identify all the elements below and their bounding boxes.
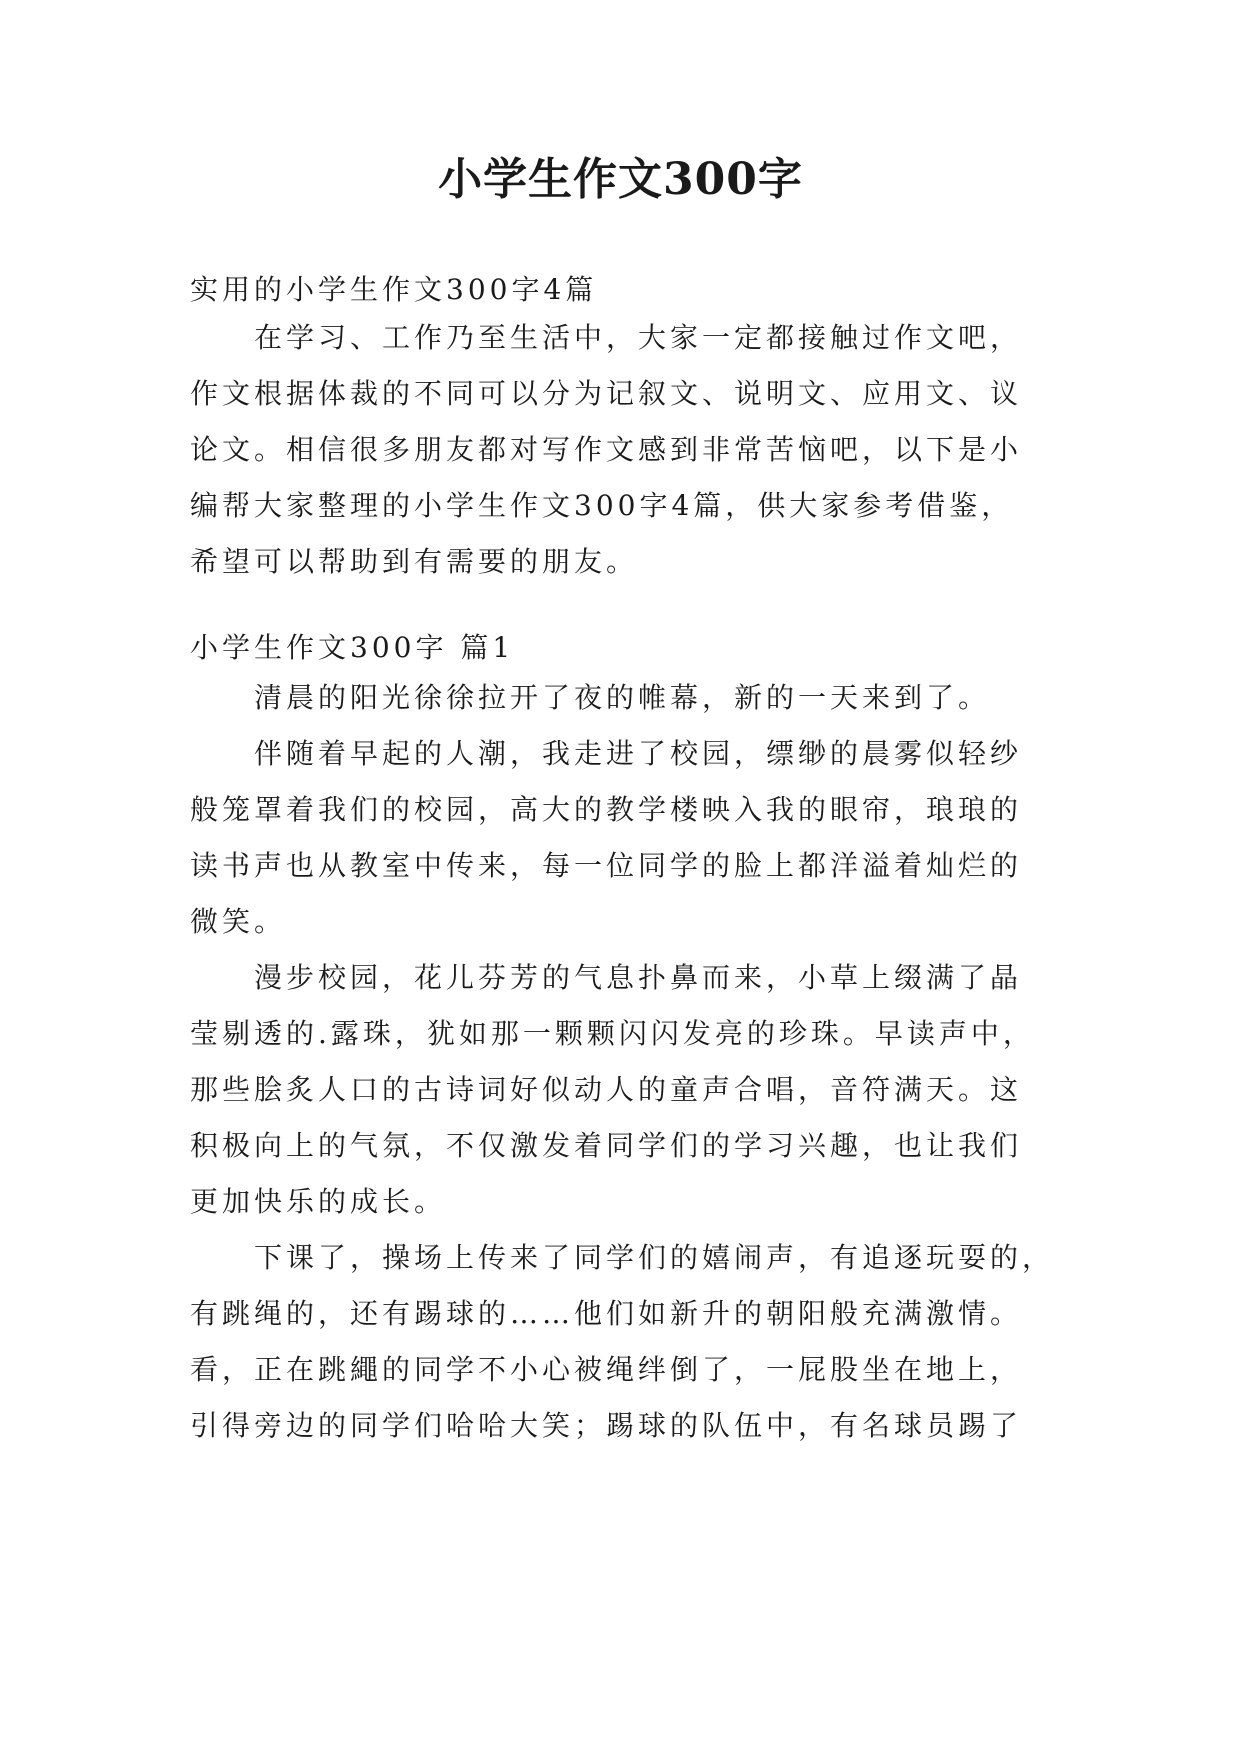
essay-line: 般笼罩着我们的校园，高大的教学楼映入我的眼帘，琅琅的 <box>190 793 1023 826</box>
essay-line: 读书声也从教室中传来，每一位同学的脸上都洋溢着灿烂的 <box>190 849 1023 882</box>
intro-line: 编帮大家整理的小学生作文300字4篇，供大家参考借鉴， <box>190 489 1014 522</box>
essay-line: 伴随着早起的人潮，我走进了校园，缥缈的晨雾似轻纱 <box>254 737 1023 770</box>
section-heading: 小学生作文300字 篇1 <box>190 631 515 664</box>
essay-line: 清晨的阳光徐徐拉开了夜的帷幕，新的一天来到了。 <box>254 681 991 714</box>
section-heading-block <box>190 620 1070 676</box>
essay-line: 下课了，操场上传来了同学们的嬉闹声，有追逐玩耍的， <box>254 1241 1055 1274</box>
intro-line: 论文。相信很多朋友都对写作文感到非常苦恼吧，以下是小 <box>190 433 1023 466</box>
essay-line: 有跳绳的，还有踢球的……他们如新升的朝阳般充满激情。 <box>190 1297 1023 1330</box>
document-subtitle: 实用的小学生作文300字4篇 <box>190 273 598 306</box>
essay-line: 微笑。 <box>190 905 287 938</box>
essay-body <box>190 670 1070 1454</box>
essay-line: 看，正在跳繩的同学不小心被绳绊倒了，一屁股坐在地上， <box>190 1353 1023 1386</box>
essay-line: 引得旁边的同学们哈哈大笑；踢球的队伍中，有名球员踢了 <box>190 1409 1023 1442</box>
intro-line: 希望可以帮助到有需要的朋友。 <box>190 545 639 578</box>
essay-line: 那些脍炙人口的古诗词好似动人的童声合唱，音符满天。这 <box>190 1073 1023 1106</box>
intro-paragraph <box>190 310 1070 590</box>
essay-line: 积极向上的气氛，不仅激发着同学们的学习兴趣，也让我们 <box>190 1129 1023 1162</box>
intro-line: 作文根据体裁的不同可以分为记叙文、说明文、应用文、议 <box>190 377 1023 410</box>
essay-line: 更加快乐的成长。 <box>190 1185 447 1218</box>
document-title: 小学生作文300字 <box>438 154 803 205</box>
essay-line: 漫步校园，花儿芬芳的气息扑鼻而来，小草上缀满了晶 <box>254 961 1023 994</box>
essay-line: 莹剔透的.露珠，犹如那一颗颗闪闪发亮的珍珠。早读声中， <box>190 1017 1035 1050</box>
intro-line: 在学习、工作乃至生活中，大家一定都接触过作文吧， <box>254 321 1023 354</box>
